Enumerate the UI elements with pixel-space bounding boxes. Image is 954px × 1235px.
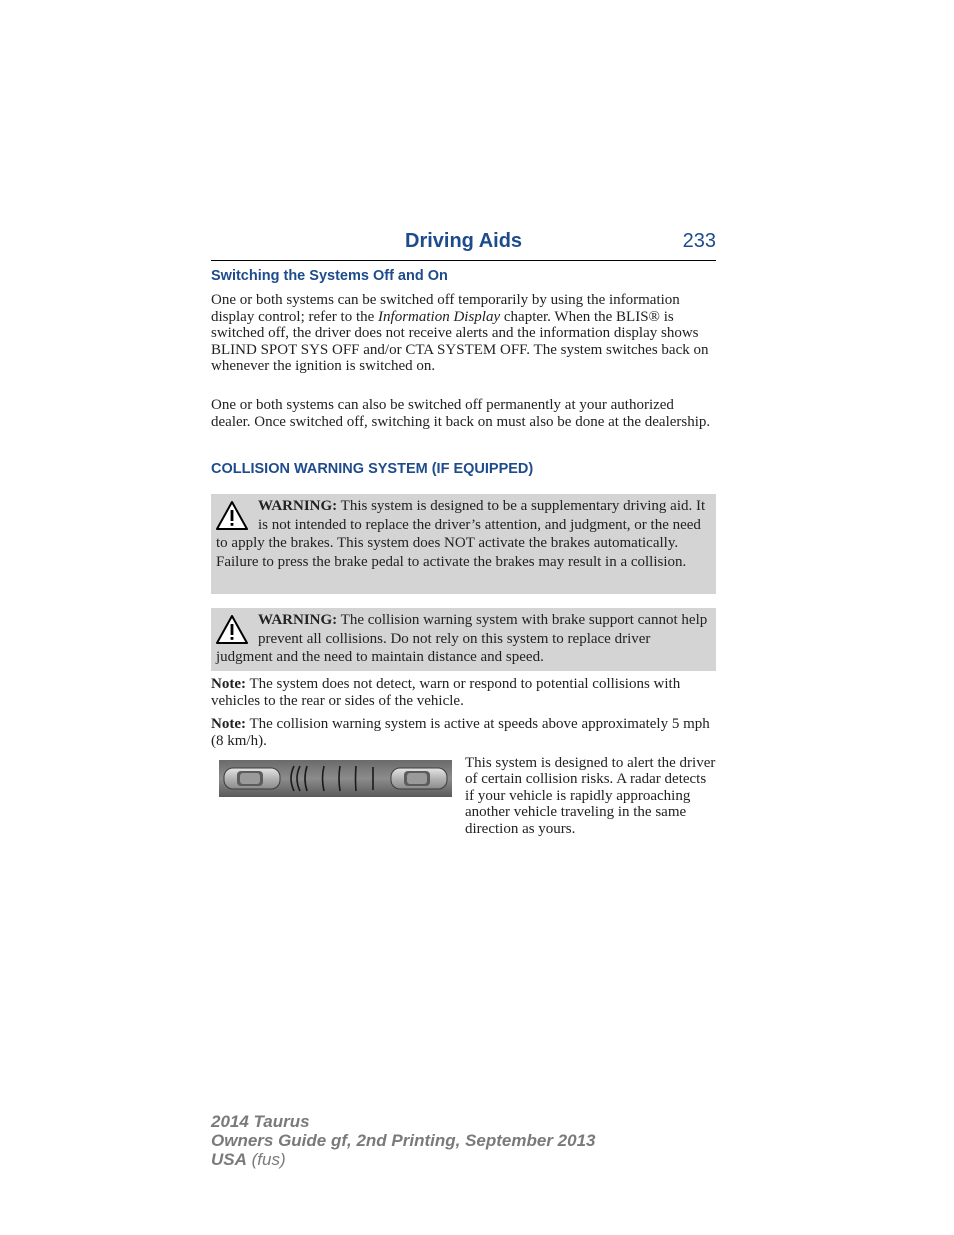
switching-heading: Switching the Systems Off and On bbox=[211, 268, 448, 284]
system-description: This system is designed to alert the driver of certain collision risks. A radar detects if your vehicle is rapidly approaching another vehicle traveling in the same direction as yours. bbox=[465, 755, 716, 837]
information-display-reference: Information Display bbox=[378, 308, 501, 325]
collision-heading: COLLISION WARNING SYSTEM (IF EQUIPPED) bbox=[211, 461, 534, 477]
footer-model: 2014 Taurus bbox=[211, 1112, 310, 1131]
lead-vehicle-icon bbox=[391, 768, 447, 789]
section-title: Driving Aids bbox=[405, 230, 523, 252]
switching-paragraph-1: One or both systems can be switched off temporarily by using the information display control; refer to the Information Display chapter. When the BLIS® is switched off, the driver does not receive alerts and the information display shows BLIND SPOT SYS OFF and/or CTA SYSTEM OFF. The system switches back on whenever the ignition is switched on. bbox=[211, 292, 709, 374]
page-footer bbox=[211, 1112, 595, 1169]
footer-region: USA (fus) bbox=[211, 1150, 286, 1169]
own-vehicle-icon bbox=[224, 768, 280, 789]
note-label: Note: bbox=[211, 716, 246, 732]
warning-label: WARNING: bbox=[258, 498, 338, 514]
switching-paragraph-2: One or both systems can also be switched off permanently at your authorized dealer. Once switched off, switching it back on must also be done at the dealership. bbox=[211, 397, 711, 430]
warning-triangle-icon bbox=[216, 614, 248, 646]
note-2: Note: The collision warning system is active at speeds above approximately 5 mph (8 km/h). bbox=[211, 716, 710, 749]
warning-text: The collision warning system with brake support cannot help prevent all collisions. Do not rely on this system to replace driver judgment and the need to maintain distance and speed. bbox=[216, 612, 708, 666]
note-1: Note: The system does not detect, warn or respond to potential collisions with vehicles to the rear or sides of the vehicle. bbox=[211, 676, 681, 709]
collision-warning-illustration bbox=[219, 760, 452, 797]
note-label: Note: bbox=[211, 676, 246, 692]
page-number: 233 bbox=[682, 230, 716, 252]
footer-edition: Owners Guide gf, 2nd Printing, September 2013 bbox=[211, 1131, 596, 1150]
warning-label: WARNING: bbox=[258, 612, 338, 628]
page-header bbox=[211, 228, 716, 261]
warning-box-1 bbox=[211, 494, 716, 594]
warning-box-2 bbox=[211, 608, 716, 671]
warning-triangle-icon bbox=[216, 500, 248, 532]
warning-text: This system is designed to be a supplementary driving aid. It is not intended to replace the driver’s attention, and judgment, or the need to apply the brakes. This system does NOT activate the brakes automatically. Failure to press the brake pedal to activate the brakes may result in a collision. bbox=[216, 498, 706, 571]
